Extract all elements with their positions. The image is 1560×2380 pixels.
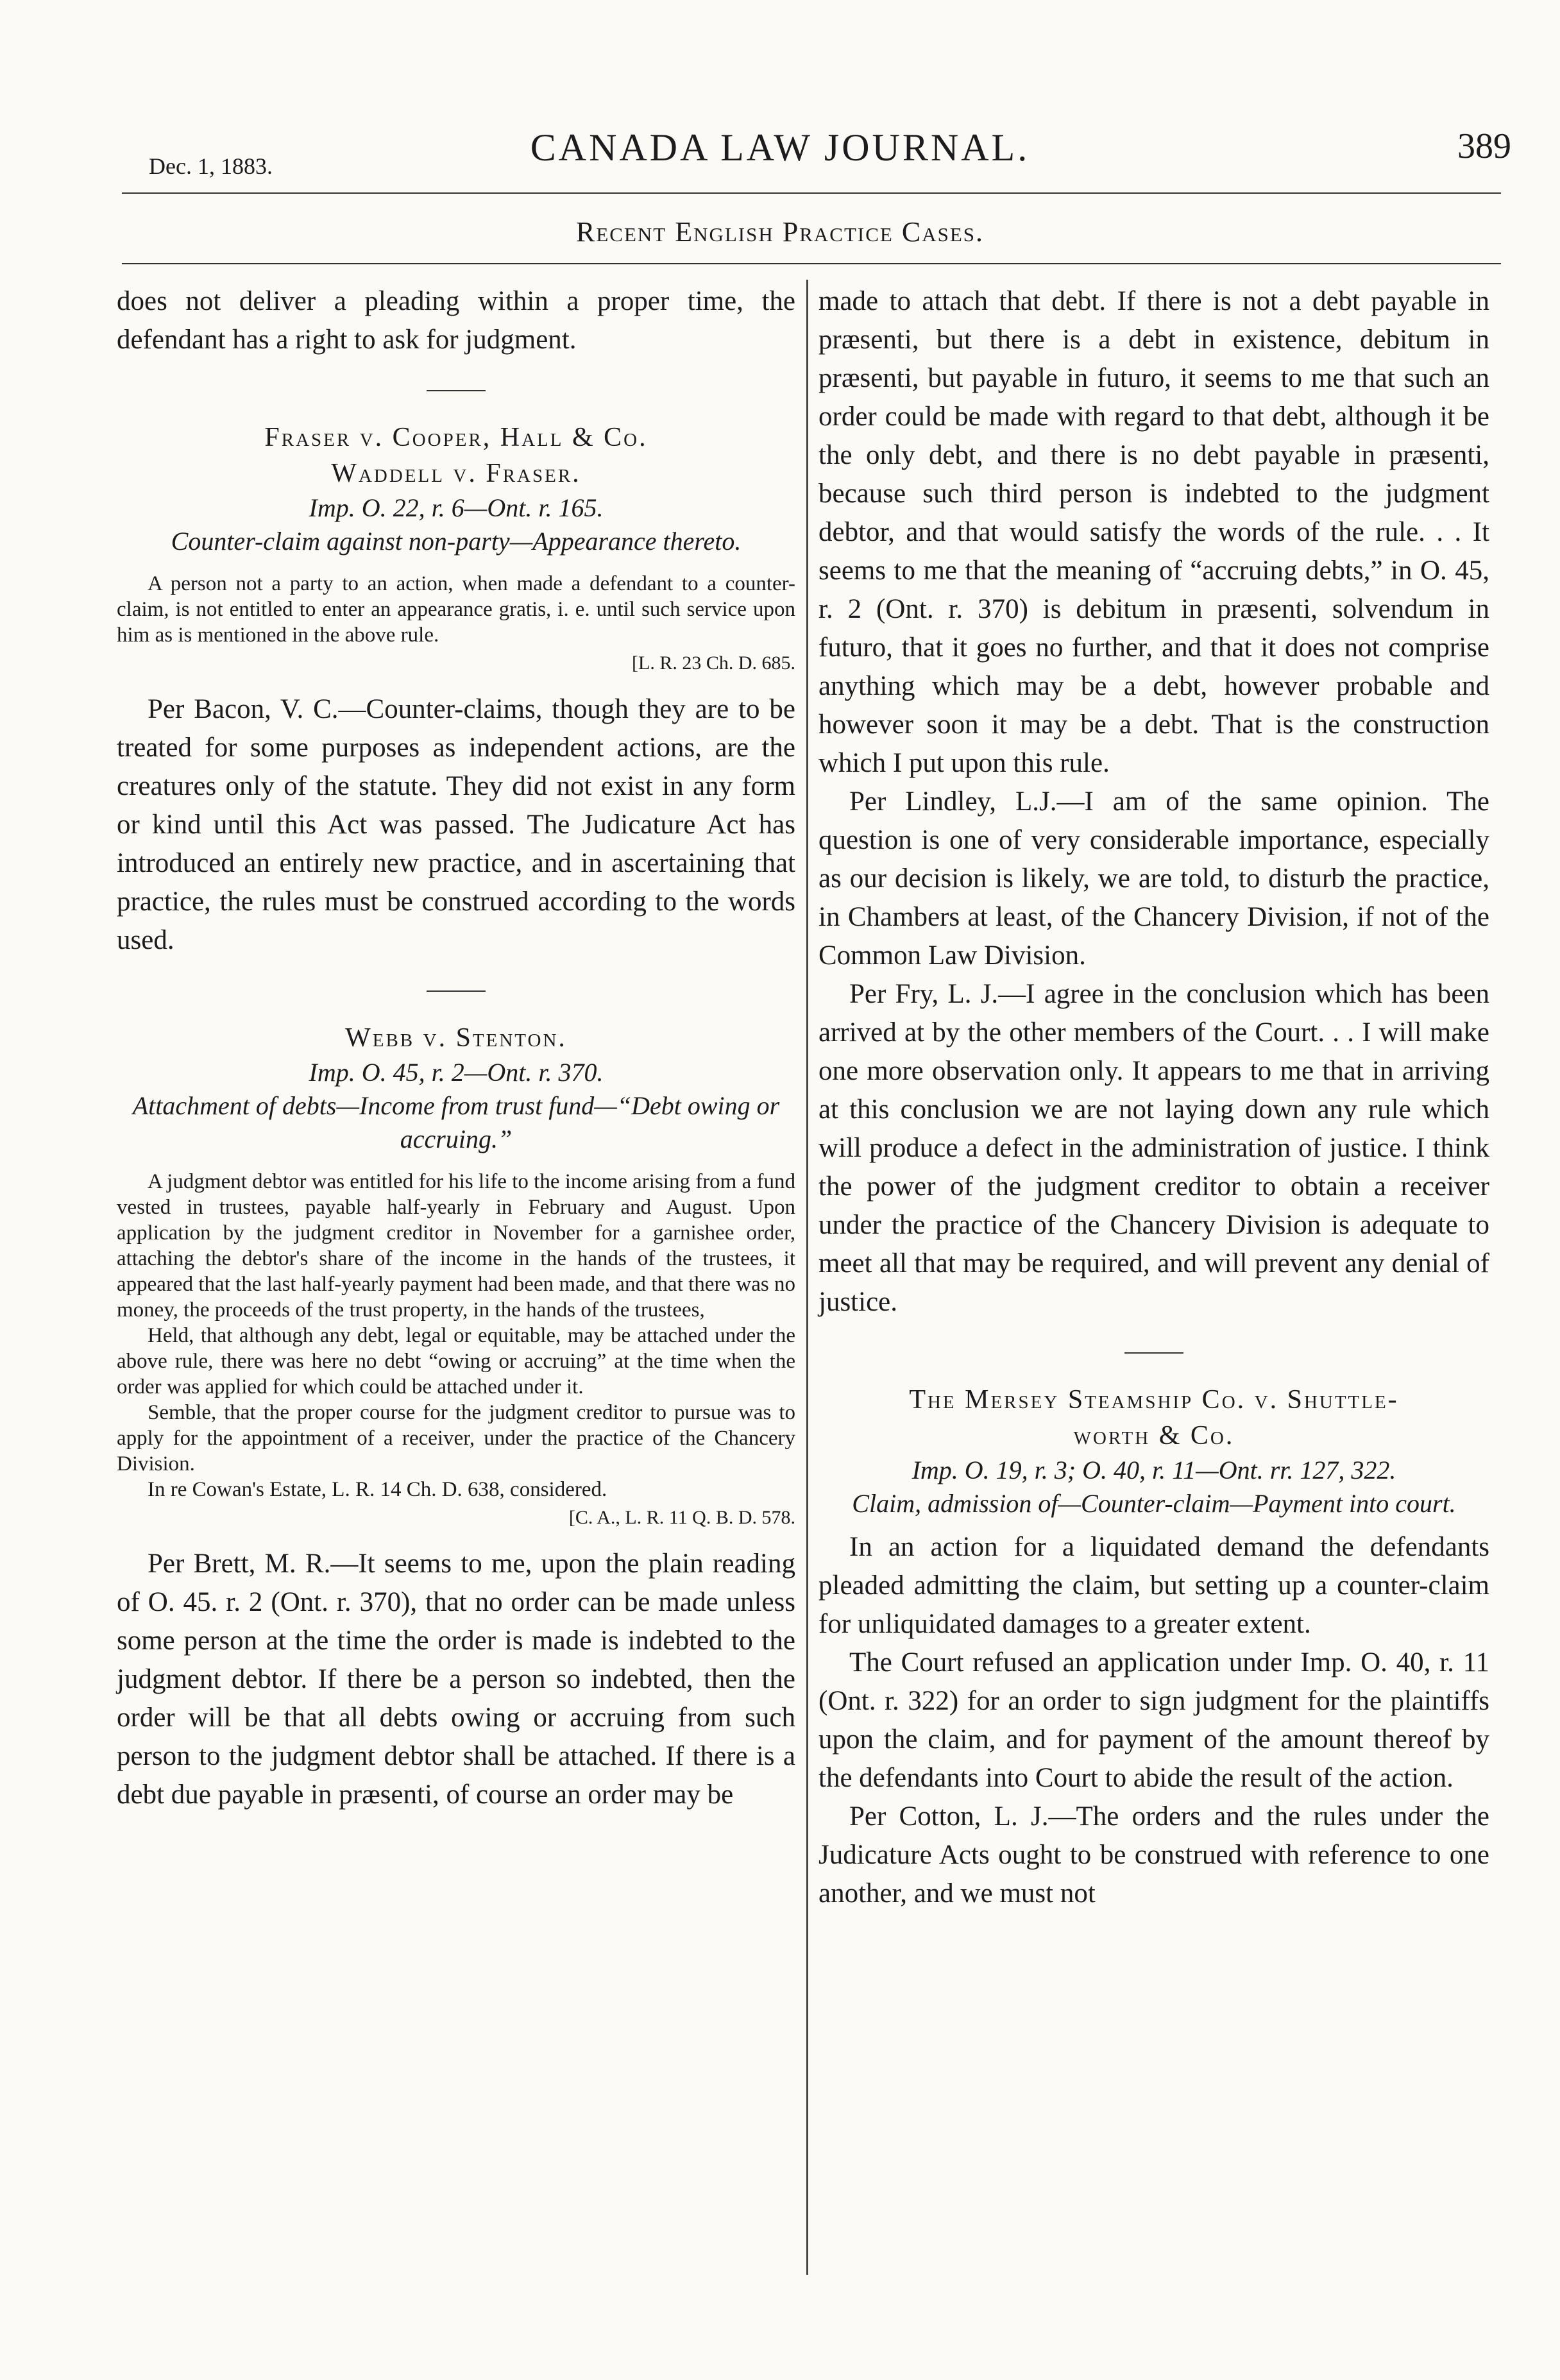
journal-title: CANADA LAW JOURNAL. bbox=[530, 126, 1030, 169]
headnote: A person not a party to an action, when made a defendant to a counter-claim, is not entitled to enter an appearance gratis, i. e. until such service upon him as is mentioned in the above rule. bbox=[117, 572, 795, 647]
header-rule bbox=[122, 192, 1501, 194]
case-title: The Mersey Steamship Co. v. Shuttle- bbox=[909, 1385, 1399, 1415]
case-reference: Imp. O. 19, r. 3; O. 40, r. 11—Ont. rr. 127, 322. bbox=[911, 1456, 1396, 1484]
case-reference: Imp. O. 45, r. 2—Ont. r. 370. bbox=[309, 1058, 604, 1087]
body-paragraph: In an action for a liquidated demand the defendants pleaded admitting the claim, but setting up a counter-claim for unliquidated damages to a greater extent. bbox=[818, 1532, 1489, 1639]
left-column bbox=[117, 282, 795, 1814]
column-divider bbox=[806, 280, 808, 2275]
case-subject: Claim, admission of—Counter-claim—Payment into court. bbox=[852, 1489, 1456, 1518]
case-title: Waddell v. Fraser. bbox=[331, 459, 581, 488]
judgment-text: Per Fry, L. J.—I agree in the conclusion which has been arrived at by the other members of the Court. . . I will make one more observation only. It appears to me that in arriving at this conclusion we are not laying down any rule which will produce a defect in the administration of justice. I think the power of the judgment creditor to obtain a receiver under the practice of the Chancery Division is adequate to meet all that may be required, and will prevent any denial of justice. bbox=[818, 979, 1489, 1317]
case-divider bbox=[427, 990, 486, 992]
case-title: Webb v. Stenton. bbox=[345, 1023, 567, 1053]
judgment-text: Per Brett, M. R.—It seems to me, upon the plain reading of O. 45. r. 2 (Ont. r. 370), that no order can be made unless some person at the time the order is made is indebted to the judgment debtor. If there be a person so indebted, then the order will be that all debts owing or accruing from such person to the judgment debtor shall be attached. If there is a debt due payable in præsenti, of course an order may be bbox=[117, 1549, 795, 1810]
case-divider bbox=[427, 390, 486, 391]
issue-date: Dec. 1, 1883. bbox=[149, 153, 273, 179]
headnote: Semble, that the proper course for the judgment creditor to pursue was to apply for the appointment of a receiver, under the practice of the Chancery Division. bbox=[117, 1401, 795, 1475]
case-title: worth & Co. bbox=[1073, 1421, 1235, 1450]
judgment-text: Per Cotton, L. J.—The orders and the rules under the Judicature Acts ought to be construed with reference to one another, and we must not bbox=[818, 1801, 1489, 1908]
body-paragraph: The Court refused an application under Imp. O. 40, r. 11 (Ont. r. 322) for an order to sign judgment for the plaintiffs upon the claim, and for payment of the amount thereof by the defendants into Court to abide the result of the action. bbox=[818, 1647, 1489, 1793]
intro-paragraph: does not deliver a pleading within a proper time, the defendant has a right to ask for judgment. bbox=[117, 286, 795, 355]
judgment-text: Per Lindley, L.J.—I am of the same opinion. The question is one of very considerable importance, especially as our decision is likely, we are told, to disturb the practice, in Chambers at least, of the Chancery Division, if not of the Common Law Division. bbox=[818, 786, 1489, 971]
headnote: Held, that although any debt, legal or equitable, may be attached under the above rule, there was here no debt “owing or accruing” at the time when the order was applied for which could be attached under it. bbox=[117, 1324, 795, 1398]
case-reference: Imp. O. 22, r. 6—Ont. r. 165. bbox=[309, 493, 604, 522]
case-subject: Counter-claim against non-party—Appearance thereto. bbox=[171, 527, 742, 556]
judgment-text: Per Bacon, V. C.—Counter-claims, though they are to be treated for some purposes as independent actions, are the creatures only of the statute. They did not exist in any form or kind until this Act was passed. The Judicature Act has introduced an entirely new practice, and in ascertaining that practice, the rules must be construed according to the words used. bbox=[117, 694, 795, 955]
judgment-continuation: made to attach that debt. If there is not a debt payable in præsenti, but there is a debt in existence, debitum in præsenti, but payable in futuro, it seems to me that such an order could be made with regard to that debt, although it be the only debt, and there is no debt payable in præsenti, because such third person is indebted to the judgment debtor, and that would satisfy the words of the rule. . . It seems to me that the meaning of “accruing debts,” in O. 45, r. 2 (Ont. r. 370) is debitum in præsenti, solvendum in futuro, that it goes no further, and that it does not comprise anything which may be a debt, however probable and however soon it may be a debt. That is the construction which I put upon this rule. bbox=[818, 286, 1489, 778]
headnote: A judgment debtor was entitled for his life to the income arising from a fund vested in trustees, payable half-yearly in February and August. Upon application by the judgment creditor in November for a garnishee order, attaching the debtor's share of the income in the hands of the trustees, it appeared that the last half-yearly payment had been made, and that there was no money, the proceeds of the trust property, in the hands of the trustees, bbox=[117, 1170, 795, 1322]
section-rule bbox=[122, 263, 1501, 264]
section-title: Recent English Practice Cases. bbox=[576, 216, 984, 248]
case-citation: [C. A., L. R. 11 Q. B. D. 578. bbox=[568, 1507, 795, 1528]
case-subject: Attachment of debts—Income from trust fund—“Debt owing or accruing.” bbox=[132, 1091, 780, 1153]
right-column bbox=[818, 282, 1489, 1913]
page-number: 389 bbox=[1457, 126, 1511, 166]
case-citation: [L. R. 23 Ch. D. 685. bbox=[632, 652, 795, 674]
case-title: Fraser v. Cooper, Hall & Co. bbox=[264, 423, 648, 452]
case-divider bbox=[1124, 1352, 1183, 1354]
headnote: In re Cowan's Estate, L. R. 14 Ch. D. 638, considered. bbox=[148, 1478, 607, 1501]
